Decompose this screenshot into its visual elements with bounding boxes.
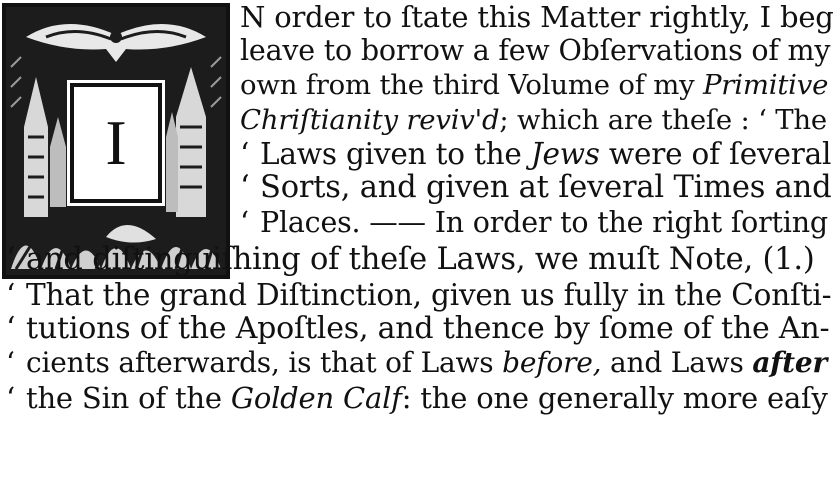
text-line-7: [240, 206, 828, 240]
text-line-10: [6, 312, 829, 346]
woodcut-initial-ornament: [2, 3, 230, 279]
text-line-8-content: and diſtinguiſhing of theſe Laws, we muſt Note, (1.): [26, 242, 815, 277]
quote-mark: ‘: [240, 206, 249, 239]
text-line-10-content: tutions of the Apoſtles, and thence by ſome of the An-: [26, 311, 830, 346]
text-line-2-content: leave to borrow a few Obſervations of my: [240, 34, 831, 67]
quote-mark: ‘: [240, 170, 250, 205]
text-line-6-content: Sorts, and given at ſeveral Times and: [260, 170, 832, 205]
quote-mark: ‘: [6, 346, 15, 379]
text-line-3: [240, 68, 828, 102]
text-line-7-content: Places. —— In order to the right ſorting: [260, 206, 828, 239]
text-line-2: [240, 34, 830, 68]
text-line-9: [6, 278, 831, 312]
text-line-12-tail: : the one generally more eaſy: [401, 381, 828, 415]
text-line-11-middle: and Laws: [601, 346, 753, 379]
quote-mark: ‘: [6, 311, 16, 346]
text-line-4: [240, 103, 827, 137]
text-line-12-content: the Sin of the: [26, 381, 231, 415]
text-line-12: [6, 381, 828, 415]
text-line-5: [240, 137, 831, 171]
text-line-11: [6, 346, 827, 380]
text-line-5-tail: were of ſeveral: [599, 137, 832, 171]
text-line-11-italic: before,: [502, 346, 602, 379]
text-line-3-italic: Primitive: [703, 69, 829, 101]
text-line-4-italic: Chriſtianity reviv'd: [240, 104, 500, 136]
text-line-1-content: N order to ſtate this Matter rightly, I beg: [240, 0, 834, 34]
text-line-9-content: That the grand Diſtinction, given us fully in the Conſti-: [26, 278, 832, 312]
text-line-12-italic: Golden Calf: [230, 381, 402, 415]
quote-mark: ‘: [240, 137, 250, 171]
text-line-4-content: ; which are theſe : ‘ The: [499, 104, 827, 136]
quote-mark: ‘: [6, 381, 16, 415]
quote-mark: ‘: [6, 278, 16, 312]
text-line-5-italic: Jews: [530, 137, 600, 171]
text-line-1: [240, 0, 834, 34]
text-line-11-content: cients afterwards, is that of Laws: [26, 346, 503, 379]
text-line-11-italic-2: after: [752, 346, 828, 379]
quote-mark: ‘: [6, 242, 16, 277]
drop-cap-letter: I: [70, 83, 162, 203]
text-line-8: [6, 243, 815, 277]
text-line-6: [240, 171, 831, 205]
text-line-5-content: Laws given to the: [260, 137, 531, 171]
text-line-3-content: own from the third Volume of my: [240, 69, 703, 101]
